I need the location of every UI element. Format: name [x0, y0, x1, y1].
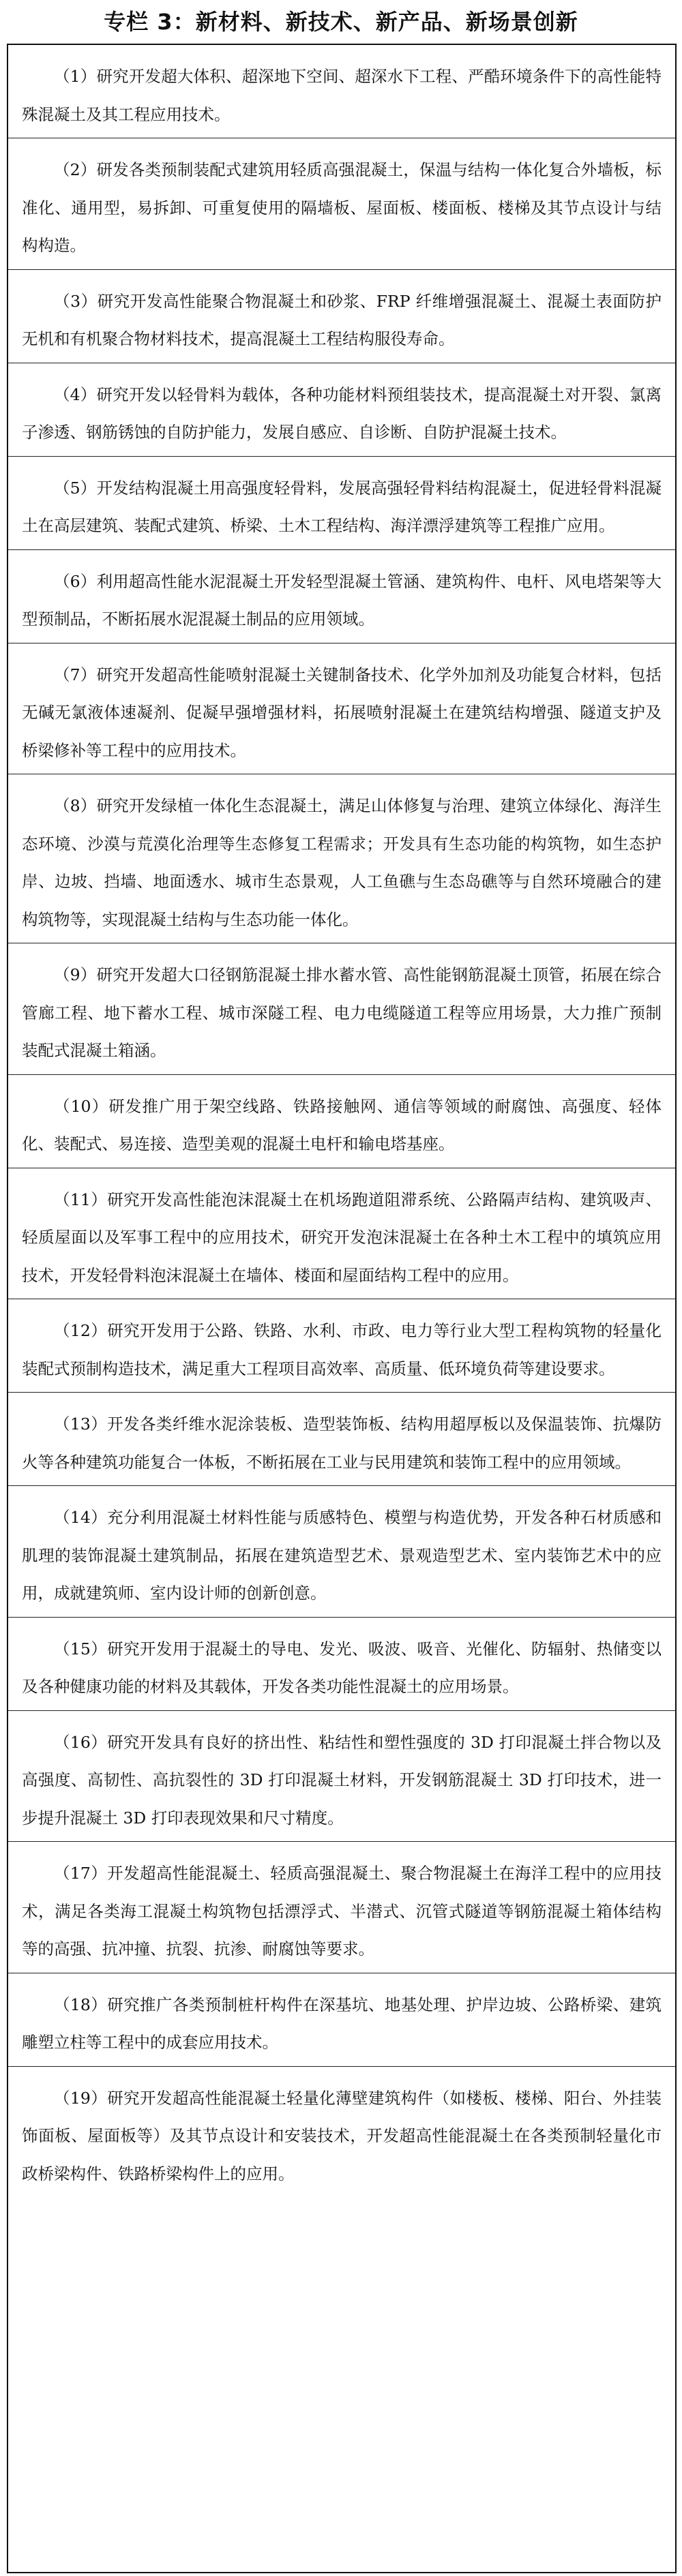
list-item: （7）研究开发超高性能喷射混凝土关键制备技术、化学外加剂及功能复合材料，包括无碱无氯液体速凝剂、促凝早强增强材料，拓展喷射混凝土在建筑结构增强、隧道支护及桥梁修补等工程中的应用技术。: [8, 643, 675, 775]
list-item: （8）研究开发绿植一体化生态混凝土，满足山体修复与治理、建筑立体绿化、海洋生态环境、沙漠与荒漠化治理等生态修复工程需求；开发具有生态功能的构筑物，如生态护岸、边坡、挡墙、地面透水、城市生态景观，人工鱼礁与生态岛礁等与自然环境融合的建构筑物等，实现混凝土结构与生态功能一体化。: [8, 774, 675, 943]
list-item: （15）研究开发用于混凝土的导电、发光、吸波、吸音、光催化、防辐射、热储变以及各种健康功能的材料及其载体，开发各类功能性混凝土的应用场景。: [8, 1618, 675, 1711]
list-item: （1）研究开发超大体积、超深地下空间、超深水下工程、严酷环境条件下的高性能特殊混凝土及其工程应用技术。: [8, 45, 675, 138]
list-item: （9）研究开发超大口径钢筋混凝土排水蓄水管、高性能钢筋混凝土顶管，拓展在综合管廊工程、地下蓄水工程、城市深隧工程、电力电缆隧道工程等应用场景，大力推广预制装配式混凝土箱涵。: [8, 943, 675, 1075]
list-item: （4）研究开发以轻骨料为载体，各种功能材料预组装技术，提高混凝土对开裂、氯离子渗透、钢筋锈蚀的自防护能力，发展自感应、自诊断、自防护混凝土技术。: [8, 363, 675, 457]
list-item: （16）研究开发具有良好的挤出性、粘结性和塑性强度的 3D 打印混凝土拌合物以及高强度、高韧性、高抗裂性的 3D 打印混凝土材料，开发钢筋混凝土 3D 打印技术，进一步提升混凝土 3D 打印表现效果和尺寸精度。: [8, 1711, 675, 1843]
list-item: （2）研发各类预制装配式建筑用轻质高强混凝土，保温与结构一体化复合外墙板，标准化、通用型，易拆卸、可重复使用的隔墙板、屋面板、楼面板、楼梯及其节点设计与结构构造。: [8, 138, 675, 270]
list-item: （5）开发结构混凝土用高强度轻骨料，发展高强轻骨料结构混凝土，促进轻骨料混凝土在高层建筑、装配式建筑、桥梁、土木工程结构、海洋漂浮建筑等工程推广应用。: [8, 457, 675, 550]
list-item: （6）利用超高性能水泥混凝土开发轻型混凝土管涵、建筑构件、电杆、风电塔架等大型预制品，不断拓展水泥混凝土制品的应用领域。: [8, 550, 675, 643]
box-title: 专栏 3：新材料、新技术、新产品、新场景创新: [104, 9, 578, 35]
list-item: （11）研究开发高性能泡沫混凝土在机场跑道阻滞系统、公路隔声结构、建筑吸声、轻质屋面以及军事工程中的应用技术，研究开发泡沫混凝土在各种土木工程中的填筑应用技术，开发轻骨料泡沫混凝土在墙体、楼面和屋面结构工程中的应用。: [8, 1168, 675, 1300]
list-item: （12）研究开发用于公路、铁路、水利、市政、电力等行业大型工程构筑物的轻量化装配式预制构造技术，满足重大工程项目高效率、高质量、低环境负荷等建设要求。: [8, 1299, 675, 1393]
list-item: （14）充分利用混凝土材料性能与质感特色、模塑与构造优势，开发各种石材质感和肌理的装饰混凝土建筑制品，拓展在建筑造型艺术、景观造型艺术、室内装饰艺术中的应用，成就建筑师、室内设计师的创新创意。: [8, 1486, 675, 1618]
content-box: [7, 44, 677, 2573]
list-item: （19）研究开发超高性能混凝土轻量化薄壁建筑构件（如楼板、楼梯、阳台、外挂装饰面板、屋面板等）及其节点设计和安装技术，开发超高性能混凝土在各类预制轻量化市政桥梁构件、铁路桥梁构件上的应用。: [22, 2088, 662, 2183]
list-item: （10）研发推广用于架空线路、铁路接触网、通信等领域的耐腐蚀、高强度、轻体化、装配式、易连接、造型美观的混凝土电杆和输电塔基座。: [8, 1075, 675, 1168]
list-item: （18）研究推广各类预制桩杆构件在深基坑、地基处理、护岸边坡、公路桥梁、建筑雕塑立柱等工程中的成套应用技术。: [8, 1973, 675, 2067]
list-item: （17）开发超高性能混凝土、轻质高强混凝土、聚合物混凝土在海洋工程中的应用技术，满足各类海工混凝土构筑物包括漂浮式、半潜式、沉管式隧道等钢筋混凝土箱体结构等的高强、抗冲撞、抗裂、抗渗、耐腐蚀等要求。: [8, 1842, 675, 1973]
list-item: （3）研究开发高性能聚合物混凝土和砂浆、FRP 纤维增强混凝土、混凝土表面防护无机和有机聚合物材料技术，提高混凝土工程结构服役寿命。: [8, 270, 675, 363]
list-item: （13）开发各类纤维水泥涂装板、造型装饰板、结构用超厚板以及保温装饰、抗爆防火等各种建筑功能复合一体板，不断拓展在工业与民用建筑和装饰工程中的应用领域。: [8, 1393, 675, 1486]
